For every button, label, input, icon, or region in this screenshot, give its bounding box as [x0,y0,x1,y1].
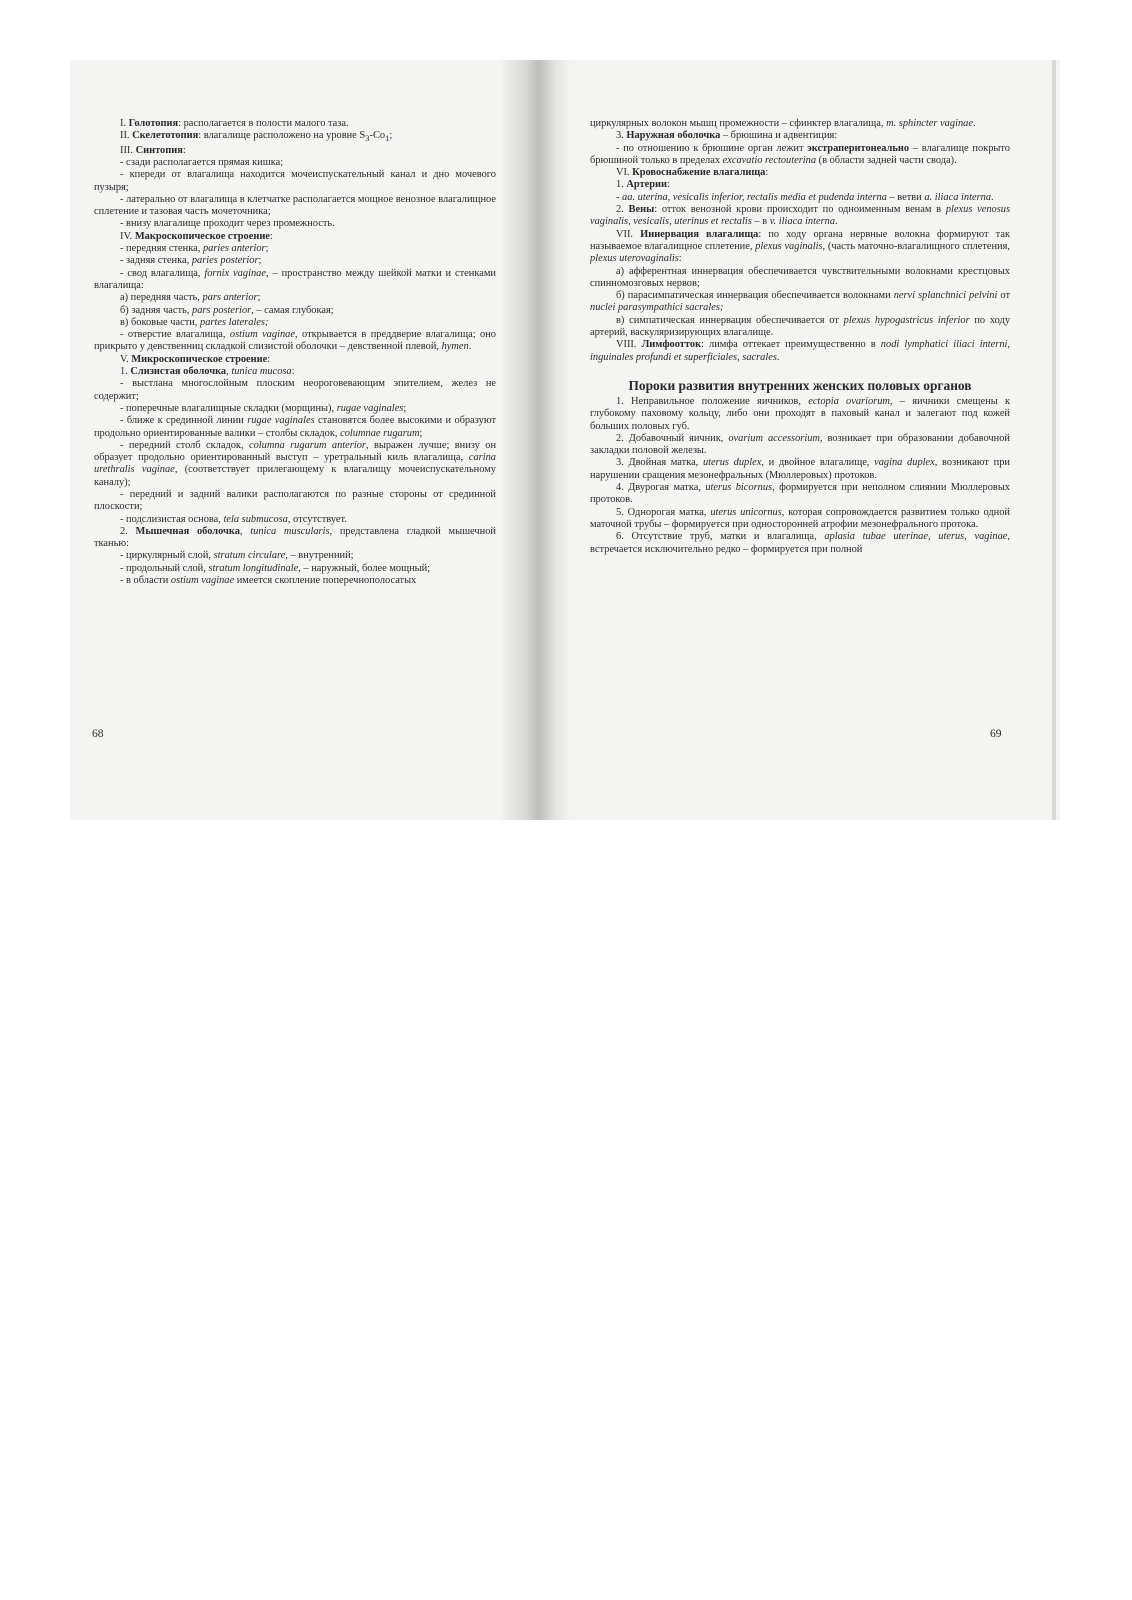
paragraph: а) афферентная иннервация обеспечивается чувствительными волокнами крестцовых спинномозговых нервов; [590,265,1010,289]
heading: Артерии [626,179,668,191]
paragraph: VI. Кровоснабжение влагалища: [616,167,769,179]
paragraph: - ближе к срединной линии rugae vaginales становятся более высокими и образуют продольно ориентированные валики – столбы складок, columnae rugarum; [94,415,496,439]
paragraph: - кпереди от влагалища находится мочеиспускательный канал и дно мочевого пузыря; [94,169,496,193]
paragraph: - передняя стенка, paries anterior; [120,243,269,255]
paragraph: б) задняя часть, pars posterior, – самая глубокая; [120,304,334,316]
section-title: Пороки развития внутренних женских половых органов [628,377,972,393]
right-page [590,118,1010,556]
paragraph: 1. Слизистая оболочка, tunica mucosa: [120,366,295,378]
paragraph: циркулярных волокон мышц промежности – сфинктер влагалища, m. sphincter vaginae. [590,118,976,129]
paragraph: - циркулярный слой, stratum circulare, – внутренний; [120,550,354,562]
paragraph: б) парасимпатическая иннервация обеспечивается волокнами nervi splanchnici pelvini от nuclei parasympathici sacrales; [590,290,1010,314]
heading: Синтопия [135,144,183,156]
page-edge [1052,60,1056,820]
paragraph: 1. Неправильное положение яичников, ectopia ovariorum, – яичники смещены к глубокому паховому кольцу, либо они проходят в паховый канал и залегают под кожей больших половых губ. [590,395,1010,432]
page-number-left: 68 [92,728,104,740]
paragraph: - отверстие влагалища, ostium vaginae, открывается в преддверие влагалища; оно прикрыто у девственниц складкой слизистой оболочки – девственной плевой, hymen. [94,329,496,353]
paragraph: 6. Отсутствие труб, матки и влагалища, aplasia tubae uterinae, uterus, vaginae, встречается исключительно редко – формируется при полной [590,531,1010,555]
paragraph: - внизу влагалище проходит через промежность. [120,218,335,230]
paragraph: 2. Добавочный яичник, ovarium accessorium, возникает при образовании добавочной закладки половой железы. [590,432,1010,457]
paragraph: VIII. Лимфоотток: лимфа оттекает преимущественно в nodi lymphatici iliaci interni, inguinales profundi et superficiales, sacrales. [590,339,1010,363]
paragraph: - выстлана многослойным плоским неороговевающим эпителием, желез не содержит; [94,378,496,402]
paragraph: VII. Иннервация влагалища: по ходу органа нервные волокна формируют так называемое влагалищное сплетение, plexus vaginalis, (часть маточно-влагалищного сплетения, plexus uterovaginalis: [590,228,1010,265]
heading: Макроскопическое строение [134,230,270,242]
paragraph: 4. Двурогая матка, uterus bicornus, формируется при неполном слиянии Мюллеровых протоков. [590,482,1010,506]
heading: Вены [628,204,655,216]
paragraph: 2. Вены: отток венозной крови происходит по одноименным венам в plexus venosus vaginalis, vesicalis, uterinus et rectalis – в v. iliaca interna. [590,204,1010,228]
book-gutter-shadow [500,60,570,820]
paragraph: III. Синтопия: [120,144,186,156]
paragraph: - свод влагалища, fornix vaginae, – пространство между шейкой матки и стенками влагалища: [94,267,496,291]
paragraph: IV. Макроскопическое строение: [120,230,273,242]
paragraph: - в области ostium vaginae имеется скопление поперечнополосатых [120,575,417,587]
paragraph: - продольный слой, stratum longitudinale, – наружный, более мощный; [120,562,431,574]
left-page [94,118,496,587]
paragraph: 5. Однорогая матка, uterus unicornus, которая сопровождается развитием только одной маточной трубы – формируется при односторонней атрофии мезонефрального протока. [590,506,1010,530]
paragraph: 2. Мышечная оболочка, tunica muscularis, представлена гладкой мышечной тканью: [94,525,496,550]
paragraph: - aa. uterina, vesicalis inferior, rectalis media et pudenda interna – ветви a. iliaca interna. [616,191,994,203]
paragraph: V. Микроскопическое строение: [120,353,271,365]
paragraph: - задняя стенка, paries posterior; [120,255,262,267]
paragraph: в) симпатическая иннервация обеспечивается от plexus hypogastricus inferior по ходу артерий, васкуляризирующих влагалище. [590,314,1011,339]
heading: Лимфоотток [641,339,702,351]
paragraph: - по отношению к брюшине орган лежит экстраперитонеально – влагалище покрыто брюшиной только в пределах excavatio rectouterina (в области задней части свода). [590,142,1010,166]
paragraph: - сзади располагается прямая кишка; [120,156,284,168]
paragraph: 3. Наружная оболочка – брюшина и адвентиция: [616,130,838,142]
paragraph: II. Скелетотопия: влагалище расположено на уровне $S_3-Co_1$; [120,130,393,144]
heading: Кровоснабжение влагалища [632,167,766,179]
paragraph: - латерально от влагалища в клетчатке располагается мощное венозное влагалищное сплетение и тазовая часть мочеточника; [94,193,496,218]
paragraph: а) передняя часть, pars anterior; [120,292,261,304]
paragraph: в) боковые части, partes laterales; [120,316,269,328]
paragraph: - передний столб складок, columna rugarum anterior, выражен лучше; внизу он образует продольно ориентированный выступ – уретральный киль влагалища, carina urethralis vaginae, (соответствует прилегающему к влагалищу мочеиспускательному каналу); [94,439,497,488]
heading: Наружная оболочка [626,130,721,142]
page-number-right: 69 [990,728,1002,740]
heading: Скелетотопия [132,130,199,142]
paragraph: - передний и задний валики располагаются по разные стороны от срединной плоскости; [94,488,496,513]
heading: Голотопия [128,118,179,129]
paragraph: - подслизистая основа, tela submucosa, отсутствует. [120,513,347,525]
paragraph: - поперечные влагалищные складки (морщины), rugae vaginales; [120,402,407,414]
paragraph: 3. Двойная матка, uterus duplex, и двойное влагалище, vagina duplex, возникают при нарушении сращения мезонефральных (Мюллеровых) протоков. [590,457,1010,481]
heading: Слизистая оболочка [130,366,227,378]
heading: Мышечная оболочка [135,525,240,537]
paragraph: 1. Артерии: [616,179,670,191]
heading: Микроскопическое строение [131,353,268,365]
paragraph: I. Голотопия: располагается в полости малого таза. [120,118,349,129]
heading: Иннервация влагалища [640,228,759,240]
